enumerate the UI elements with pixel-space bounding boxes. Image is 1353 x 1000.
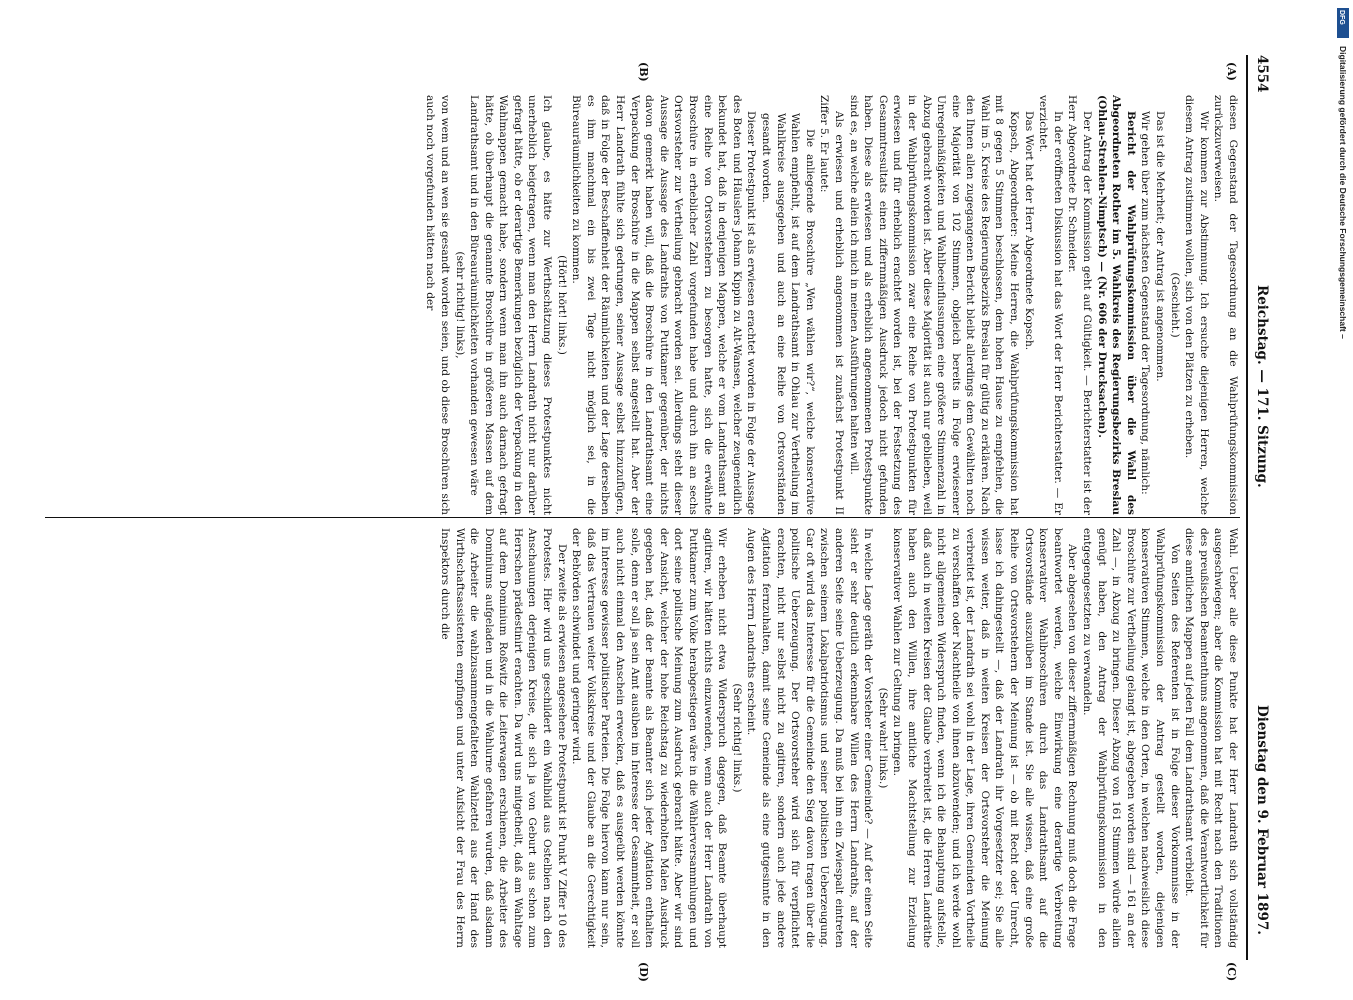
margin-marker-c: (C) <box>1225 962 1238 982</box>
paragraph: In welche Lage geräth der Vorsteher einer Gemeinde? — Auf der einen Seite sieht er sehr deutlich erkennbare Willen des Herrn Landraths, auf der anderen Seite seine Ueberzeugung. Da muß bei ihm ein Zwiespalt eintreten zwischen seinem Lokalpatriotismus und seiner politischen Ueberzeugung. Gar oft wird das Interesse für die Gemeinde den Sieg davon tragen über die politische Ueberzeugung. Der Ortsvorsteher wird sich für verpflichtet erachten, nicht nur selbst nicht zu agitiren, sondern auch jede andere Agitation fernzuhalten, damit seine Gemeinde als eine gutgesinnte in den Augen des Herrn Landraths erscheint. <box>745 528 875 948</box>
paragraph: Der Antrag der Kommission geht auf Gültigkeit. — Berichterstatter ist der Herr Abgeordnete Dr. Schneider. <box>1066 95 1094 515</box>
quoted-protest: Die anliegende Broschüre „Wen wählen wir?“, welche konservative Wahlen empfiehlt, ist auf dem Landrathsamt in Ohlau zur Vertheilung im Wahlkreise ausgegeben und auch an eine Reihe von Ortsvorständen gesandt worden. <box>760 113 816 515</box>
interjection: (sehr richtig! links), <box>453 251 466 359</box>
interjection: (Geschieht.) <box>1168 272 1181 338</box>
paragraph: Ich glaube, es hätte zur Werthschätzung dieses Protestpunktes nicht unerheblich beigetragen, wenn man den Herrn Landrath nicht nur darüber gefragt hätte, ob er derartige Bemerkungen bezüglich der Verpackung in den Wahlmappen gemacht habe, sondern wenn man ihn auch darnach gefragt hätte, ob überhaupt die genannte Broschüre in größeren Massen auf dem Landrathsamt und in den Büreauräumlichkeiten vorhanden gewesen wäre <box>468 95 554 515</box>
column-divider <box>45 517 1240 518</box>
page-number: 4554 <box>1254 55 1270 93</box>
speech-paragraph: Kopsch, Abgeordneter: Meine Herren, die Wahlprüfungskommission hat mit 8 gegen 5 Stimmen beschlossen, dem hohen Hause zu empfehlen, die Wahl im 5. Kreise des Regierungsbezirks Breslau für gültig zu erklären. Nach den Ihnen allen zugegangenen Bericht bleibt allerdings dem Gewählten noch eine Majorität von 102 Stimmen, obgleich bereits in Folge erwiesener Unregelmäßigkeiten und Wahlbeeinflussungen eine größere Stimmenzahl in Abzug gebracht worden ist. Aber diese Majorität ist auch nur geblieben, weil in der Wahlprüfungskommission zwar eine Reihe von Protestpunkten für erwiesen und für erheblich erachtet worden ist, bei der Festsetzung des Gesammtresultats einen ziffernmäßigen Ausdruck jedoch nicht gefunden haben. Diese als erwiesen und als erheblich angenommenen Protestpunkte sind es, an welche allein ich mich in meinen Ausführungen halten will. <box>847 95 1021 515</box>
paragraph: Aber abgesehen von dieser ziffernmäßigen Rechnung muß doch die Frage beantwortet werden, welche Einwirkung eine derartige Verbreitung konservativer Wahlbroschüren durch das Landrathsamt auf die Ortsvorstände auszuüben im Stande ist. Sie alle wissen, daß eine große Reihe von Ortsvorstehern der Meinung ist — ob mit Recht oder Unrecht, lasse ich dahingestellt —, daß der Landrath ihr Vorgesetzter sei; Sie alle wissen weiter, daß in weiten Kreisen der Ortsvorsteher die Meinung verbreitet ist, der Landrath sei wohl in der Lage, ihren Gemeinden Vortheile zu verschaffen oder Nachtheile von ihnen abzuwenden; und ich werde wohl nicht allgemeinen Widerspruch finden, wenn ich die Behauptung aufstelle, daß auch in weiten Kreisen der Glaube verbreitet ist, die Herren Landräthe haben auch den Willen, ihre amtliche Machtstellung zur Erzielung konservativer Wahlen zur Geltung zu bringen. <box>891 528 1079 948</box>
paragraph: Wahl. Ueber alle diese Punkte hat der Herr Landrath sich vollständig ausgeschwiegen; aber die Kommission hat mit Recht nach den Traditionen des preußischen Beamtenthums angenommen, daß die Verantwortlichkeit für diese amtlichen Mappen auf jeden Fall dem Landrathsamt verbleibt. <box>1183 528 1239 948</box>
margin-marker-b: (B) <box>637 62 650 82</box>
digitization-note <box>1336 10 1350 880</box>
margin-marker-a: (A) <box>1225 62 1238 81</box>
paragraph: Wir gehen über zum nächsten Gegenstand der Tagesordnung, nämlich: <box>1139 111 1152 495</box>
paragraph: Wir erheben nicht etwa Widerspruch dagegen, daß Beamte überhaupt agitiren, wir hätten nichts einzuwenden, wenn auch der Herr Landrath von Puttkamer zum Volke herabgestiegen wäre in die Wählerversammlungen und dort seine politische Meinung zum Ausdruck gebracht hätte. Aber wir sind der Ansicht, welcher der hohe Reichstag zu wiederholten Malen Ausdruck gegeben hat, daß der Beamte als Beamter sich jeder Agitation enthalten solle, denn er soll ja sein Amt ausüben im Interesse der Gesammtheit, er soll auch nicht einmal den Anschein erwecken, daß es ausgeübt werden könnte im Interesse gewisser politischer Parteien. Die Folge hiervon kann nur sein, daß das Vertrauen weiter Volkskreise und der Glaube an die Gerechtigkeit der Behörden schwindet und geringer wird. <box>570 528 729 948</box>
session-date: Dienstag den 9. Februar 1897. <box>1254 705 1270 935</box>
interjection: (Sehr richtig! links.) <box>730 683 743 793</box>
paragraph: Das Wort hat der Herr Abgeordnete Kopsch. <box>1022 111 1035 351</box>
paragraph: diesen Gegenstand der Tagesordnung an die Wahlprüfungskommission zurückzuverweisen. <box>1212 95 1239 515</box>
paragraph: Der zweite als erwiesen angesehene Protestpunkt ist Punkt V Ziffer 10 des Protestes. Hier wird uns geschildert ein Wahlbild aus Ostelbien nach den Anschauungen derjenigen Kreise, die sich ja von Geburt aus schon zum Herrschen prädestinirt erachten. Da wird uns mitgetheilt, daß am Wahltage auf dem Dominium Roßwitz die Leiterwagen erschienen, die Arbeiter des Dominiums aufgeladen und in die Wahlurne gefahren wurden, daß alsdann die Arbeiter die wahlzusammengefalteten Wahlzettel aus der Hand des Wirthschaftsassistenten empfingen und unter Aufsicht der Frau des Herrn Inspektors durch die <box>438 528 568 948</box>
paragraph: Das ist die Mehrheit; der Antrag ist angenommen. <box>1154 111 1167 382</box>
margin-marker-d: (D) <box>637 962 650 982</box>
left-column <box>45 95 1240 515</box>
digitization-note-text: Digitalisierung gefördert durch die Deutsche Forschungsgemeinschaft – <box>1338 46 1348 339</box>
right-column <box>45 528 1240 948</box>
page-header <box>1246 55 1272 960</box>
dfg-logo-text: DFG <box>1338 10 1345 25</box>
interjection: (Hört! hört! links.) <box>555 255 568 355</box>
agenda-item-heading: Bericht der Wahlprüfungskommission über die Wahl des Abgeordneten Rother im 5. Wahlkreis des Regierungsbezirks Breslau (Ohlau-Strehlen-Nimptsch) — (Nr. 606 der Drucksachen). <box>1095 95 1137 515</box>
paragraph: In der eröffneten Diskussion hat das Wort der Herr Berichterstatter. — Er verzichtet. <box>1037 95 1064 515</box>
session-title: Reichstag. — 171. Sitzung. <box>1254 285 1270 488</box>
interjection: (Sehr wahr! links.) <box>876 687 889 789</box>
paragraph: Von Seiten des Referenten ist in Folge dieser Vorkommnisse in der Wahlprüfungskommission der Antrag gestellt worden, diejenigen konservativen Stimmen, welche in den Orten, in welchen nachweislich diese Broschüre zur Vertheilung gelangt ist, abgegeben worden sind — 161 an der Zahl —, in Abzug zu bringen. Dieser Abzug von 161 Stimmen würde allein genügt haben, den Antrag der Wahlprüfungskommission in den entgegengesetzten zu verwandeln. <box>1081 528 1181 948</box>
paragraph: Dieser Protestpunkt ist als erwiesen erachtet worden in Folge der Aussage des Boten und Häuslers Johann Kippin zu Alt-Wansen, welcher zeugeneidlich bekundet hat, daß in denjenigen Mappen, welche er vom Landrathsamt an eine Reihe von Ortsvorstehern zu besorgen hatte, sich die erwähnte Broschüre in erheblicher Zahl vorgefunden habe und durch ihn an sechs Ortsvorsteher zur Vertheilung gebracht worden sei. Allerdings steht dieser Aussage die Aussage des Landraths von Puttkamer gegenüber, der nichts davon gemerkt haben will, daß die Broschüre in den Landrathsamt eine Verpackung der Broschüre in die Mappen selbst angestellt hat. Aber der Herr Landrath fühlte sich gedrungen, seiner Aussage selbst hinzuzufügen, daß in Folge der Beschaffenheit der Räumlichkeiten und der Lage derselben es ihm manchmal ein bis zwei Tage nicht möglich sei, in die Büreauräumlichkeiten zu kommen. <box>570 95 758 515</box>
paragraph: Als erwiesen und erheblich angenommen ist zunächst Protestpunkt II Ziffer 5. Er lautet: <box>818 95 845 515</box>
paragraph: Wir kommen zur Abstimmung. Ich ersuche diejenigen Herren, welche diesem Antrag zustimmen wollen, sich von den Plätzen zu erheben. <box>1183 95 1210 515</box>
paragraph: von wem und an wen sie gesandt worden seien, und ob diese Broschüren sich auch noch vorgefunden hätten nach der <box>424 95 451 515</box>
